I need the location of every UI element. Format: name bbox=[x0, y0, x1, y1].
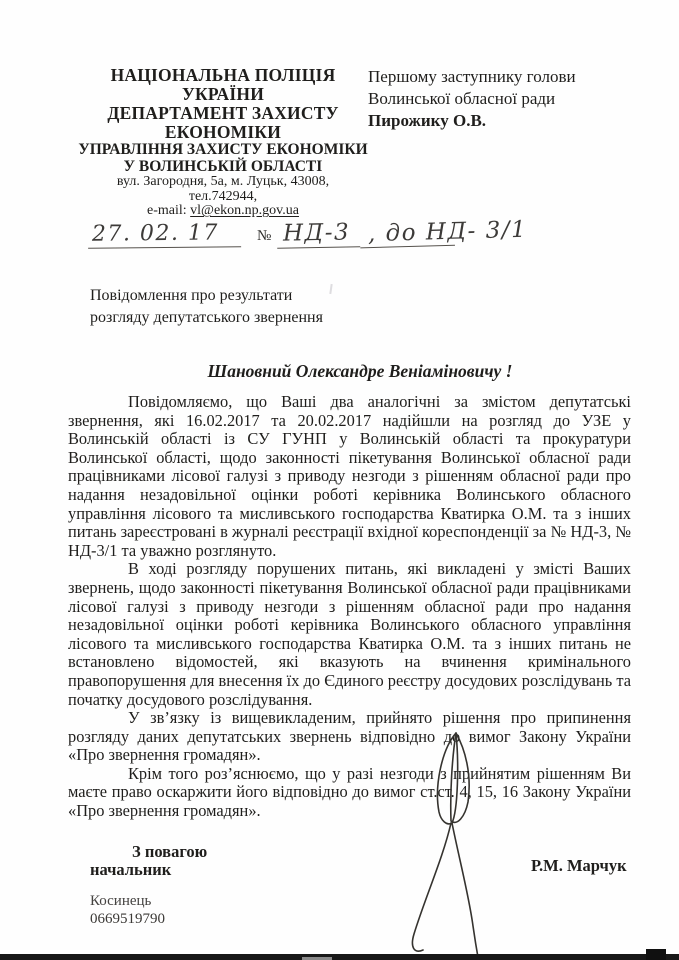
handwritten-number-suffix: , до НД- 3/1 bbox=[360, 217, 530, 249]
executor-name: Косинець bbox=[90, 893, 152, 909]
closing-position: начальник bbox=[90, 860, 172, 879]
signer-name: Р.М. Марчук bbox=[531, 856, 627, 875]
closing-regards: З повагою bbox=[132, 842, 208, 861]
number-sign: № bbox=[256, 228, 272, 244]
body-paragraph: В ході розгляду порушених питань, які викладені у змісті Ваших звернень, щодо законності пікетування Волинської обласної ради працівниками лісової галузі з приводу незгоди з рішенням обласної ради про надання незадовільної оцінки роботі керівника Волинського обласного управління лісового та мисливського господарства Кватирка О.М. та з інших питань не встановлено відомостей, які вказують на вчинення кримінального правопорушення для внесення їх до Єдиного реєстру досудових розслідувань та початку досудового розслідування. bbox=[68, 559, 631, 709]
recipient-line: Першому заступнику голови bbox=[368, 67, 576, 86]
sender-org-line: УКРАЇНИ bbox=[181, 84, 265, 104]
reference-line bbox=[88, 216, 530, 248]
executor-phone: 0669519790 bbox=[90, 911, 165, 927]
sender-phone-line: тел.742944, bbox=[188, 188, 258, 204]
body-paragraph: Повідомляємо, що Ваші два аналогічні за змістом депутатські звернення, які 16.02.2017 та 20.02.2017 надійшли на розгляд до УЗЕ у Волинській області із СУ ГУНП у Волинській області та прокуратури Волинської області, щодо законності пікетування Волинської обласної ради працівниками лісової галузі з приводу незгоди з рішенням обласної ради про надання незадовільної оцінки роботі керівника Волинського обласного управління лісового та мисливського господарства Кватирка О.М. та з інших питань зареєстровані в журналі реєстрації вхідної кореспонденції за № НД-3, № НД-3/1 та уважно розглянуто. bbox=[68, 392, 631, 560]
scan-edge-corner bbox=[646, 949, 666, 960]
sender-org-line: НАЦІОНАЛЬНА ПОЛІЦІЯ bbox=[110, 65, 336, 85]
sender-address-line: вул. Загородня, 5а, м. Луцьк, 43008, bbox=[116, 174, 330, 189]
sender-block bbox=[70, 66, 376, 219]
recipient-block bbox=[368, 66, 618, 132]
recipient-line: Волинської обласної ради bbox=[368, 89, 556, 108]
handwritten-number: НД-3 bbox=[277, 219, 361, 248]
letter-body bbox=[68, 393, 631, 821]
body-paragraph: У зв’язку із вищевикладеним, прийнято рішення про припинення розгляду даних депутатських звернень відповідно до вимог Закону України «Про звернення громадян». bbox=[68, 708, 631, 765]
sender-division-line: УПРАВЛІННЯ ЗАХИСТУ ЕКОНОМІКИ bbox=[78, 141, 368, 158]
scan-edge-artifact bbox=[0, 954, 679, 960]
email-address: vl@ekon.np.gov.ua bbox=[190, 203, 299, 218]
subject-line: Повідомлення про результати bbox=[90, 287, 293, 304]
sender-division-line: У ВОЛИНСЬКІЙ ОБЛАСТІ bbox=[123, 157, 323, 175]
handwritten-date: 27. 02. 17 bbox=[88, 220, 241, 249]
recipient-name: Пирожику О.В. bbox=[368, 111, 487, 130]
sender-org-line: ЕКОНОМІКИ bbox=[164, 122, 282, 142]
subject-block bbox=[90, 285, 323, 329]
body-paragraph: Крім того роз’яснюємо, що у разі незгоди з прийнятим рішенням Ви маєте право оскаржити його відповідно до вимог ст.ст. 4, 15, 16 Закону України «Про звернення громадян». bbox=[68, 763, 631, 821]
email-label: e-mail: bbox=[147, 203, 187, 218]
salutation: Шановний Олександре Веніаміновичу ! bbox=[207, 361, 513, 381]
handwritten-signature bbox=[393, 718, 497, 960]
sender-org-line: ДЕПАРТАМЕНТ ЗАХИСТУ bbox=[107, 103, 339, 123]
subject-line: розгляду депутатського звернення bbox=[90, 309, 323, 326]
sender-email-line bbox=[70, 204, 376, 219]
scan-speck-artifact bbox=[329, 284, 332, 294]
